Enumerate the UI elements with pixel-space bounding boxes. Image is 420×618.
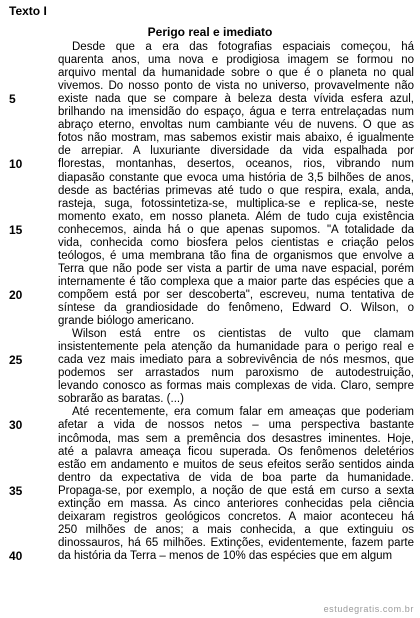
text-line: extinção em massa. As cinco anteriores conhecidas pela ciência	[58, 497, 414, 510]
text-line: dentro da expectativa de vida de boa parte da humanidade.	[58, 471, 414, 484]
line-number: 40	[9, 548, 23, 563]
line-number: 10	[9, 157, 23, 172]
text-line: Wilson está entre os cientistas de vulto que clamam	[72, 328, 414, 341]
text-line: cada vez mais imediato para a sobrevivência de nós mesmos, que	[58, 354, 414, 367]
text-line: fotos não mostram, mas sabemos existir mais abaixo, é igualmente	[58, 132, 414, 145]
line-number: 20	[9, 287, 23, 302]
text-line: síntese da grandiosidade do fenômeno, Edward O. Wilson, o	[58, 302, 414, 314]
text-line: internamente é tão complexa que a maior parte das espécies que a	[58, 275, 414, 288]
text-line: 250 milhões de anos; a mais conhecida, a que extinguiu os	[58, 523, 414, 536]
text-line: conhecemos, ainda há o que apenas supomos. "A totalidade da	[58, 223, 414, 236]
article-title: Perigo real e imediato	[147, 25, 273, 39]
line-number: 30	[9, 418, 23, 433]
text-line: sobrarão as baratas. (...)	[58, 393, 184, 406]
text-line: teólogos, é uma membrana tão fina de organismos que envolve a	[58, 249, 414, 262]
text-line: podemos ser arrastados num paroxismo de autodestruição,	[58, 367, 414, 380]
text-line: florestas, montanhas, desertos, oceanos, rios, vibrando num	[58, 158, 414, 171]
text-line: até a palavra ameaça ficou superada. Os fenômenos deletérios	[58, 445, 414, 458]
text-line: incômoda, mas sem a premência dos desastres iminentes. Hoje,	[58, 432, 414, 445]
line-number: 25	[9, 353, 23, 368]
text-line: levando conosco as formas mais complexas de vida. Claro, sempre	[58, 380, 414, 393]
text-line: existe nada que se compare à beleza desta vívida esfera azul,	[58, 93, 414, 106]
text-line: Terra que não pode ser vista a partir de uma nave espacial, porém	[58, 262, 414, 275]
text-line: estão em andamento e muitos de seus efeitos serão sentidos ainda	[58, 458, 414, 471]
text-line: arquivo mental da humanidade sobre o que é o planeta no qual	[58, 67, 414, 80]
watermark-footer: estudegratis.com.br	[323, 604, 414, 614]
text-line: momento exato, em nosso planeta. Além de tudo cuja existência	[58, 210, 414, 223]
text-line: compõem está por ser descoberta", escreveu, numa tentativa de	[58, 288, 414, 301]
text-line: de arrepiar. A luxuriante diversidade da vida espalhada por	[58, 145, 414, 158]
text-line: grande biólogo americano.	[58, 315, 195, 328]
text-line: quarenta anos, uma nova e prodigiosa imagem se formou no	[58, 54, 414, 67]
line-number: 35	[9, 483, 23, 498]
text-heading: Texto I	[9, 4, 47, 18]
text-line: Propaga-se, por exemplo, a noção de que está em curso a sexta	[58, 484, 414, 497]
line-number: 5	[9, 92, 16, 107]
text-line: afetar a vida de nossos netos – uma perspectiva bastante	[58, 419, 414, 432]
text-line: Até recentemente, era comum falar em ameaças que poderiam	[72, 406, 414, 419]
text-line: diapasão constante que evoca uma história de 3,5 bilhões de anos,	[58, 171, 414, 184]
text-line: rasteja, suga, fotossintetiza-se, multiplica-se e replica-se, neste	[58, 197, 414, 210]
text-line: da história da Terra – menos de 10% das espécies que em algum	[58, 549, 393, 562]
text-line: dinossauros, há 65 milhões. Extinções, evidentemente, fazem parte	[58, 536, 414, 549]
line-number: 15	[9, 222, 23, 237]
text-line: abraço eterno, envoltas num cambiante véu de nuvens. O que as	[58, 119, 414, 132]
text-line: Desde que a era das fotografias espaciais começou, há	[72, 41, 414, 53]
text-line: insistentemente pela atenção da humanidade para o perigo real e	[58, 341, 414, 354]
text-line: deixaram registros geológicos concretos. A maior aconteceu há	[58, 510, 414, 523]
text-line: vivemos. Do nosso ponto de vista no universo, provavelmente não	[58, 80, 414, 93]
text-line: desde as bactérias primevas até tudo o que respira, exala, anda,	[58, 184, 414, 197]
text-line: vida, conhecida como biosfera pelos cientistas e criação pelos	[58, 236, 414, 249]
text-line: brilhando na imensidão do espaço, água e terra entrelaçadas num	[58, 106, 414, 119]
